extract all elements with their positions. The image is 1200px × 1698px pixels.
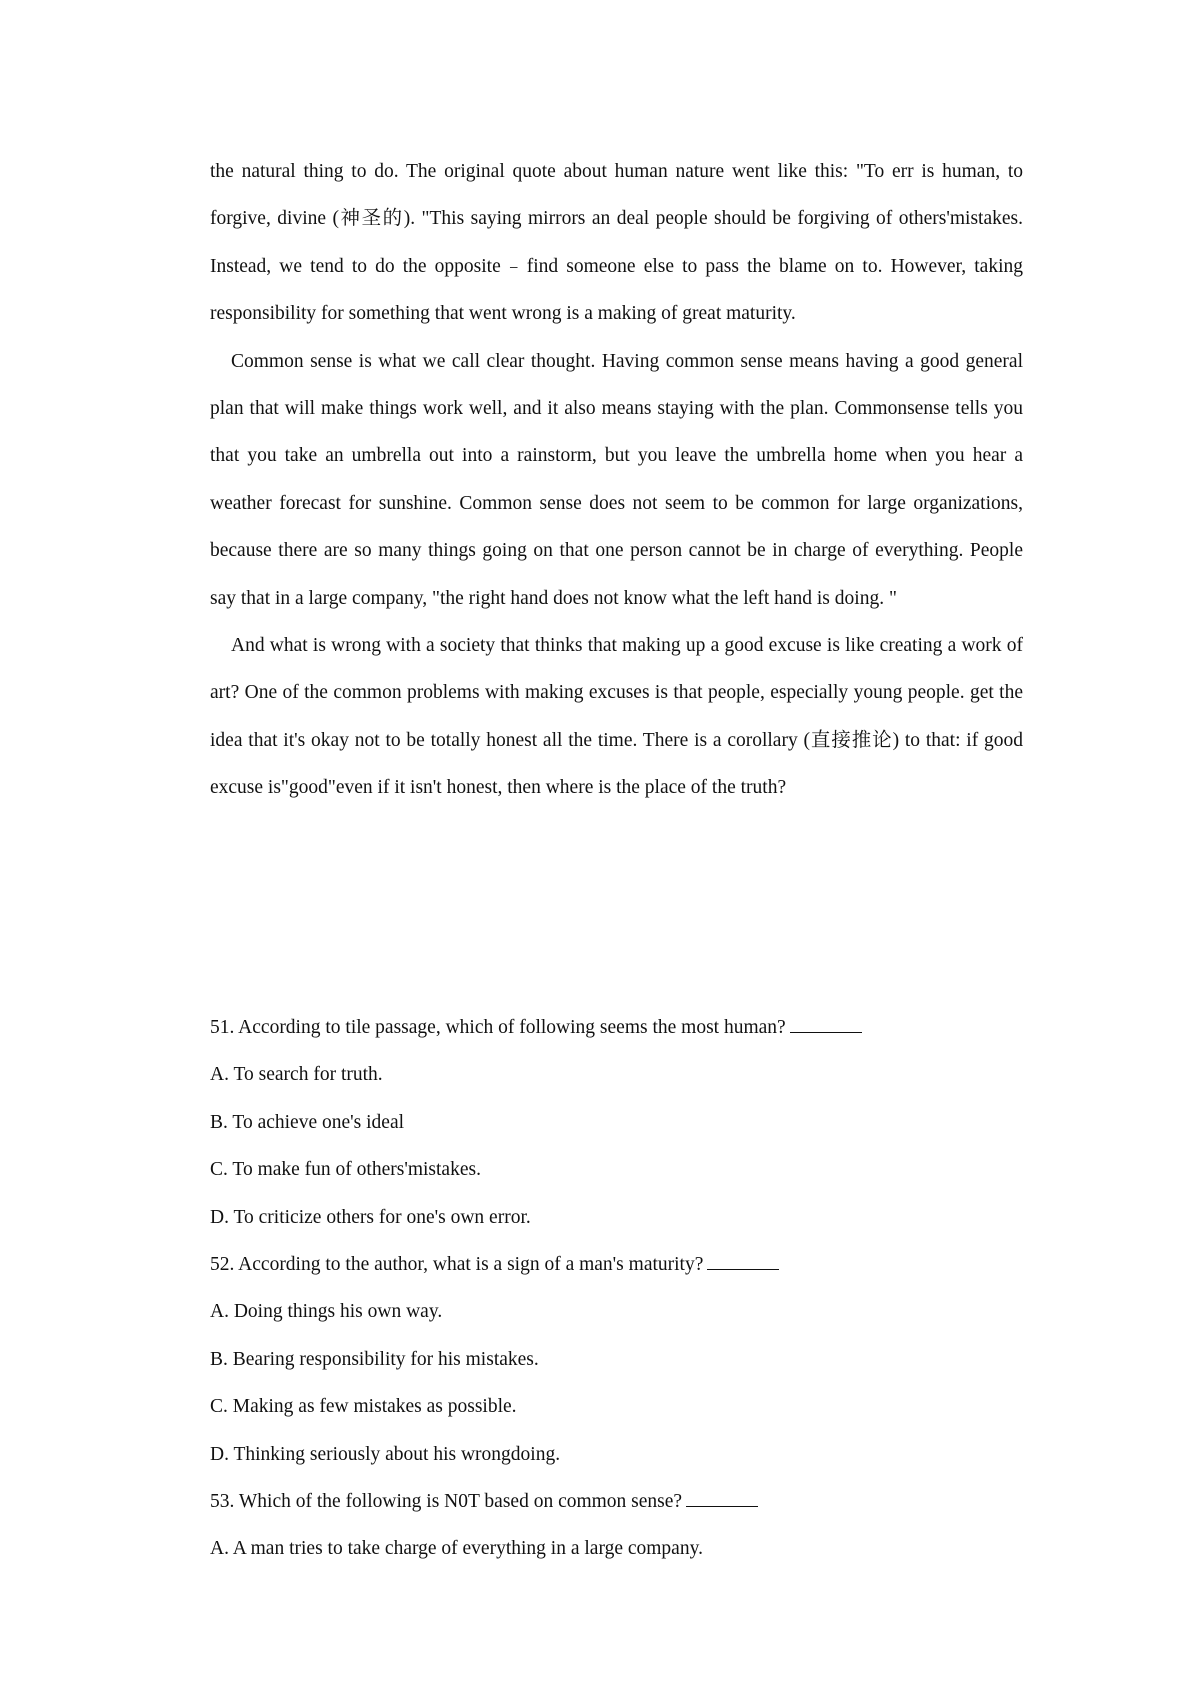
answer-blank	[686, 1486, 758, 1507]
question-stem-text: 51. According to tile passage, which of following seems the most human?	[210, 1017, 786, 1038]
question-list	[210, 1004, 1023, 1573]
question-stem	[210, 1004, 1023, 1051]
answer-option: D. Thinking seriously about his wrongdoing.	[210, 1443, 561, 1465]
answer-option: A. To search for truth.	[210, 1064, 383, 1086]
passage-paragraph: Common sense is what we call clear thought. Having common sense means having a good general plan that will make things work well, and it also means staying with the plan. Commonsense tells you that you take an umbrella out into a rainstorm, but you leave the umbrella home when you hear a weather forecast for sunshine. Common sense does not seem to be common for large organizations, because there are so many things going on that one person cannot be in charge of everything. People say that in a large company, "the right hand does not know what the left hand is doing. "	[210, 350, 1023, 609]
passage-paragraph: And what is wrong with a society that thinks that making up a good excuse is like creating a work of art? One of the common problems with making excuses is that people, especially young people. get the idea that it's okay not to be totally honest all the time. There is a corollary (直接推论) to that: if good excuse is"good"even if it isn't honest, then where is the place of the truth?	[210, 635, 1023, 799]
answer-option: C. Making as few mistakes as possible.	[210, 1396, 517, 1418]
answer-option: B. To achieve one's ideal	[210, 1111, 405, 1133]
answer-blank	[790, 1012, 862, 1033]
answer-option: B. Bearing responsibility for his mistakes.	[210, 1348, 539, 1370]
answer-option: D. To criticize others for one's own error.	[210, 1206, 531, 1228]
answer-blank	[707, 1249, 779, 1270]
question-stem	[210, 1478, 1023, 1525]
question-stem	[210, 1241, 1023, 1288]
reading-passage	[210, 148, 1023, 812]
answer-option: A. A man tries to take charge of everything in a large company.	[210, 1538, 703, 1560]
passage-paragraph: the natural thing to do. The original quote about human nature went like this: "To err is human, to forgive, divine (神圣的). "This saying mirrors an deal people should be forgiving of others'mistakes. Instead, we tend to do the opposite﹣find someone else to pass the blame on to. However, taking responsibility for something that went wrong is a making of great maturity.	[210, 161, 1023, 325]
answer-option: C. To make fun of others'mistakes.	[210, 1159, 481, 1181]
answer-option: A. Doing things his own way.	[210, 1301, 443, 1323]
question-stem-text: 52. According to the author, what is a sign of a man's maturity?	[210, 1253, 704, 1275]
question-stem-text: 53. Which of the following is N0T based on common sense?	[210, 1490, 683, 1512]
